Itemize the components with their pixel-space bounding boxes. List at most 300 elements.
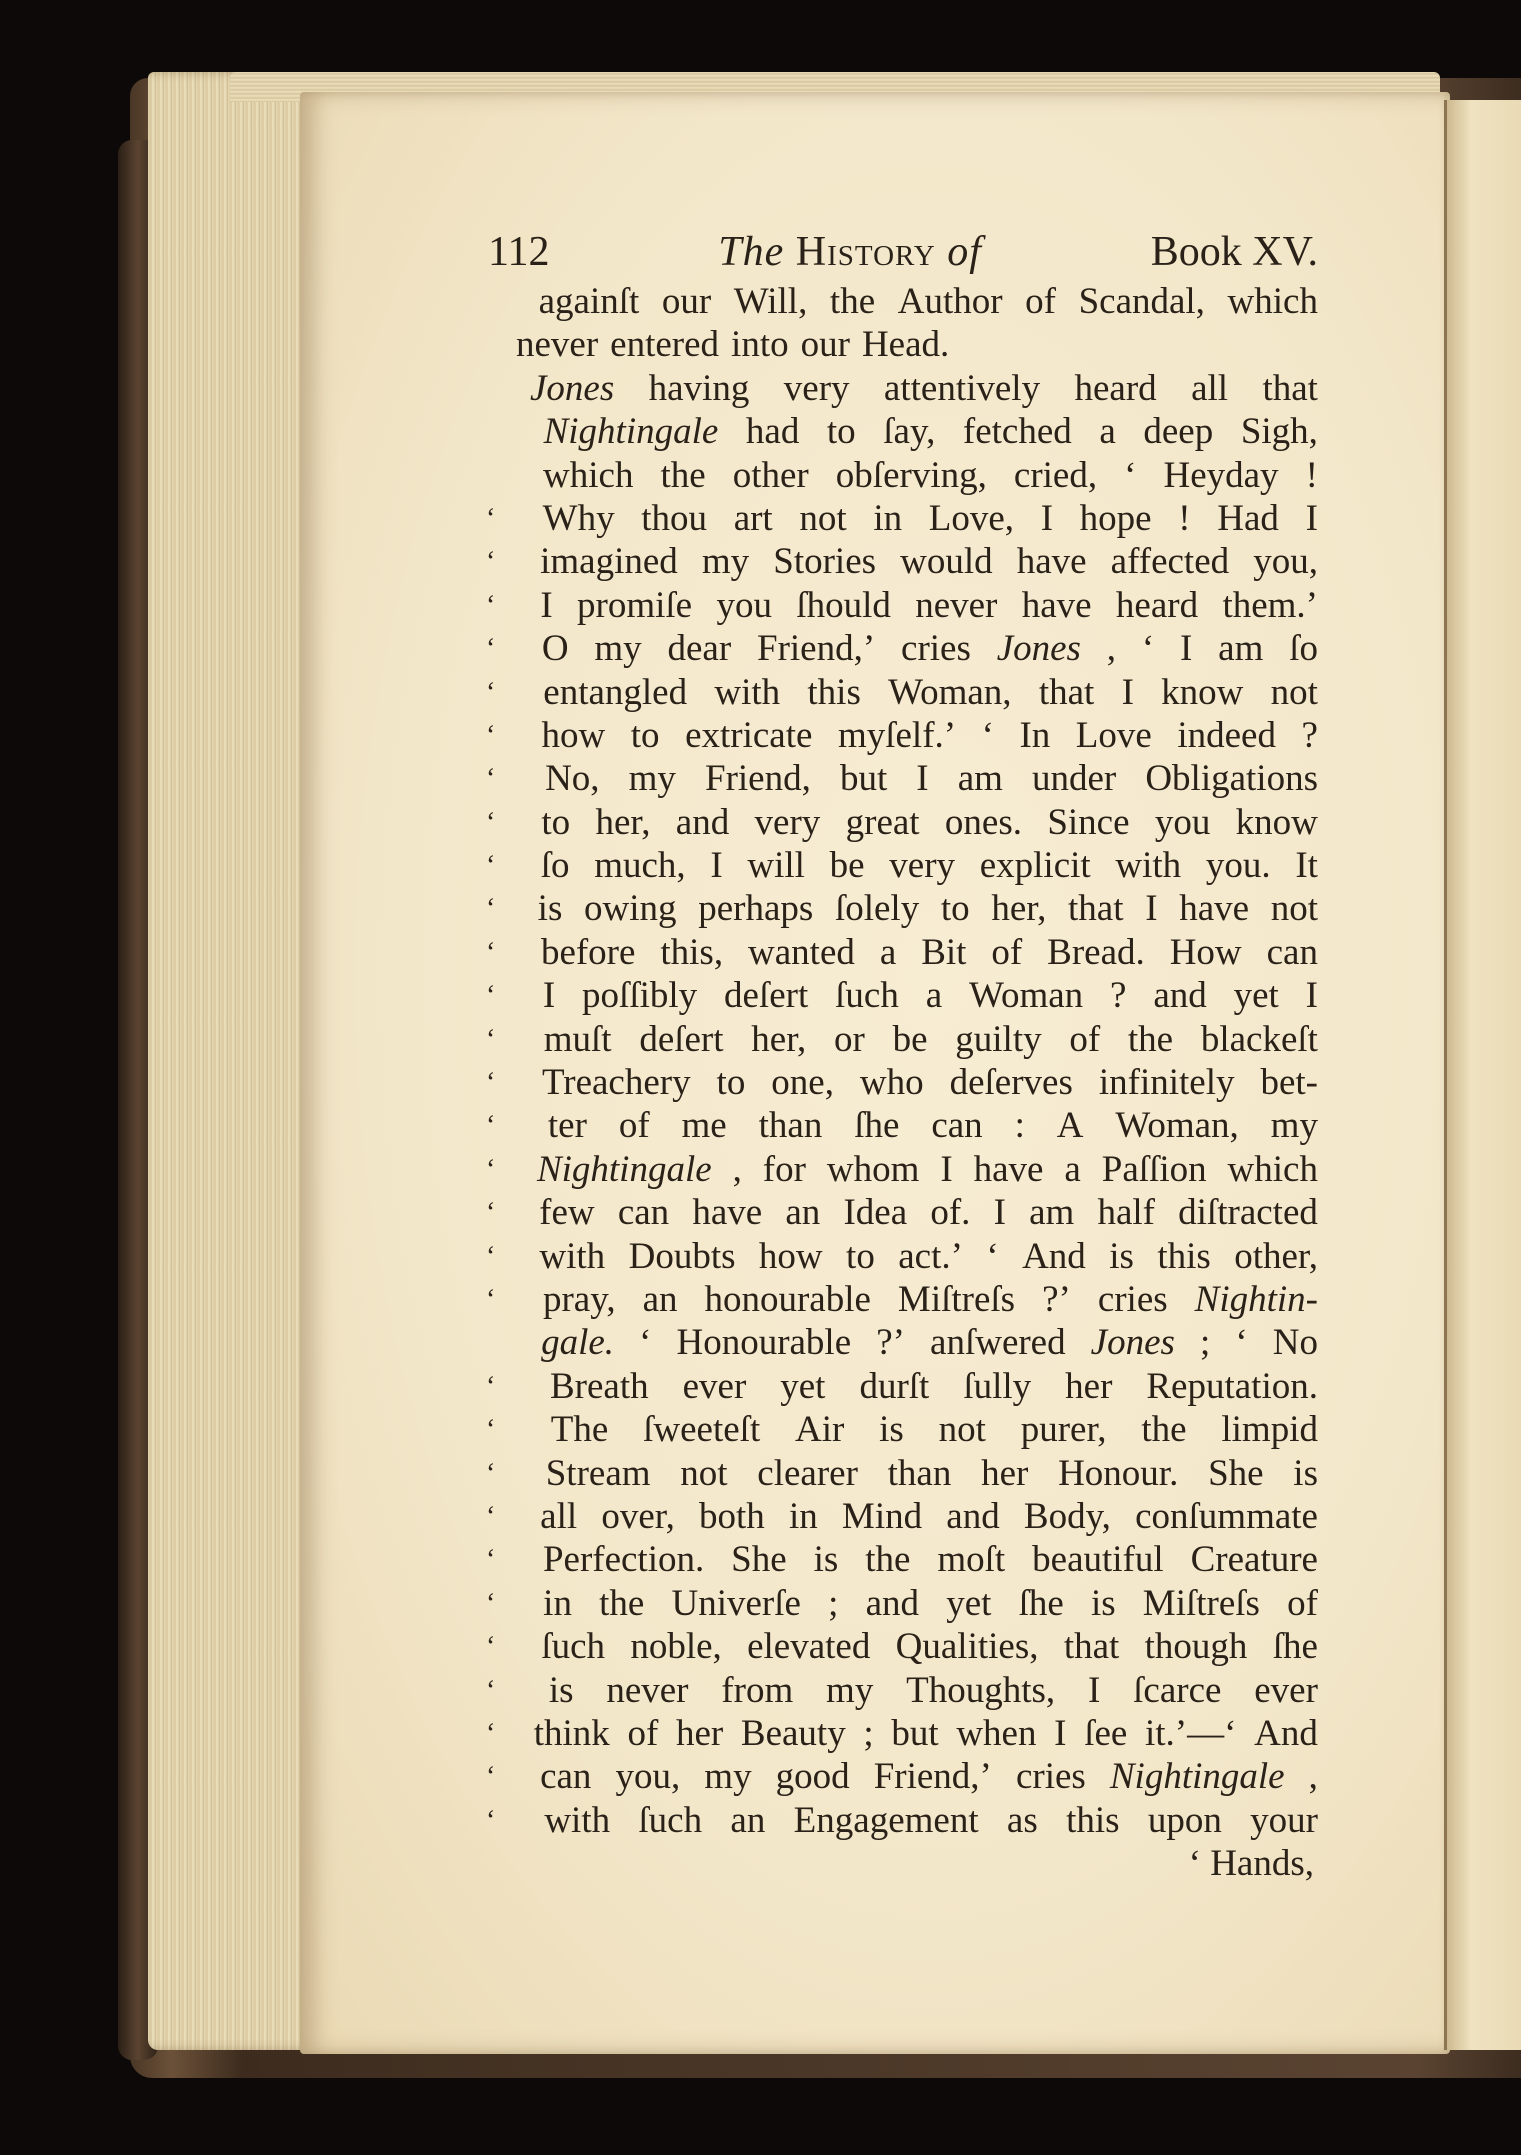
word: Author (897, 281, 1003, 322)
word: and (675, 801, 730, 843)
quote-mark (486, 280, 516, 323)
word: Jones (1090, 1322, 1175, 1364)
word: me (681, 1105, 727, 1147)
text-line (486, 280, 1318, 323)
word: her (1065, 1365, 1113, 1407)
word: her, (595, 801, 651, 843)
text-line (486, 1235, 1318, 1278)
word: deſert (639, 1018, 724, 1060)
text-line (486, 1321, 1318, 1364)
word: anſwered (930, 1322, 1066, 1364)
word: act.’ (898, 1235, 963, 1277)
quote-mark: ‘ (486, 1631, 496, 1663)
word: muſt (543, 1018, 612, 1060)
word: cries (1015, 1756, 1086, 1798)
word: I (993, 1192, 1006, 1234)
word: Beauty (740, 1712, 846, 1754)
word: to (541, 801, 571, 843)
word: than (758, 1105, 823, 1147)
word: The (550, 1409, 609, 1451)
word: pray, (542, 1278, 616, 1320)
quote-mark: ‘ (486, 589, 496, 621)
word: dear (667, 628, 732, 670)
word: Jones (530, 367, 615, 409)
word: her, (751, 1018, 807, 1060)
word: Bit (921, 931, 967, 973)
running-title (718, 228, 982, 276)
word: in (543, 1582, 572, 1624)
word: which (1227, 281, 1318, 322)
word: my (1270, 1105, 1318, 1147)
word: Obligations (1145, 758, 1318, 800)
word: that (1063, 1626, 1120, 1668)
word: entered (610, 324, 720, 366)
word: a (1099, 411, 1116, 453)
word: have (973, 1148, 1044, 1190)
word: ? (1110, 975, 1127, 1017)
word: of (1287, 1582, 1318, 1624)
word: ; (828, 1582, 839, 1624)
word: of. (930, 1192, 971, 1234)
word: can (540, 1756, 592, 1798)
word: the (865, 1539, 911, 1581)
word: ‘ (1124, 454, 1137, 496)
word: to (630, 714, 660, 756)
text-line (486, 931, 1318, 974)
word: Nightingale (1109, 1756, 1285, 1798)
word: Body, (1023, 1495, 1111, 1537)
word: having (648, 367, 750, 409)
word: ‘ (986, 1235, 999, 1277)
text-line (486, 714, 1318, 757)
word: ‘ (639, 1322, 652, 1364)
word: other, (1234, 1235, 1318, 1277)
word: Scandal, (1078, 281, 1205, 322)
word: that (1262, 367, 1318, 409)
text-line (486, 367, 1318, 410)
word: half (1097, 1192, 1155, 1234)
word: , (732, 1148, 742, 1190)
word: myſelf.’ (837, 714, 957, 756)
text-line (486, 1018, 1318, 1061)
quote-mark: ‘ (486, 1067, 496, 1099)
text-line (486, 584, 1318, 627)
word: that (1038, 671, 1095, 713)
word: How (1169, 931, 1242, 973)
word: them.’ (1222, 584, 1318, 626)
text-line (486, 540, 1318, 583)
word: know (1235, 801, 1318, 843)
word: in (788, 1495, 818, 1537)
word: ?’ (876, 1322, 905, 1364)
word: very (783, 367, 850, 409)
word: poſſibly (582, 975, 698, 1017)
quote-mark (486, 410, 516, 453)
quote-mark: ‘ (486, 1500, 496, 1532)
word: have (1021, 584, 1092, 626)
body-text (486, 280, 1318, 1842)
quote-mark (486, 454, 516, 497)
word: her (675, 1712, 724, 1754)
word: ſo (1289, 628, 1318, 670)
word: indeed (1177, 714, 1276, 756)
word: and (1153, 975, 1207, 1017)
text-line (486, 757, 1318, 800)
word: I (1040, 497, 1054, 539)
word: ones. (944, 801, 1022, 843)
page-text (486, 228, 1318, 1885)
word: have (692, 1192, 763, 1234)
word: No, (545, 758, 600, 800)
word: ever (682, 1365, 747, 1407)
word: much, (594, 845, 686, 887)
word: to (940, 888, 970, 930)
word: Nightin- (1194, 1278, 1318, 1320)
word: over, (601, 1495, 675, 1537)
word: Honour. (1058, 1452, 1179, 1494)
word: how (758, 1235, 823, 1277)
quote-mark: ‘ (486, 1761, 496, 1793)
word: into (731, 324, 789, 366)
word: with (1115, 845, 1182, 887)
word: cries (1097, 1278, 1168, 1320)
title-the: The (718, 229, 785, 275)
word: deſert (724, 975, 809, 1017)
quote-mark: ‘ (486, 936, 496, 968)
word: ſhould (796, 584, 891, 626)
word: It (1295, 845, 1318, 887)
word: never (516, 324, 599, 366)
word: great (845, 801, 920, 843)
title-of: of (947, 229, 982, 275)
word: a (1064, 1148, 1081, 1190)
text-line (486, 1452, 1318, 1495)
word: Will, (733, 281, 808, 322)
word: Friend,’ (757, 628, 876, 670)
word: hope (1079, 497, 1152, 539)
word: ‘ (1235, 1322, 1248, 1364)
word: Sigh, (1240, 411, 1318, 453)
word: promiſe (577, 584, 693, 626)
text-line (486, 1799, 1318, 1842)
text-line (486, 323, 1318, 366)
word: gale. (541, 1322, 615, 1364)
quote-mark: ‘ (486, 1370, 496, 1402)
word: ſhe (1018, 1582, 1064, 1624)
word: ever (1254, 1669, 1318, 1711)
word: Love (1075, 714, 1152, 756)
text-line (486, 1191, 1318, 1234)
quote-mark (486, 1321, 516, 1364)
word: I (540, 584, 553, 626)
word: Air (795, 1409, 845, 1451)
word: this, (660, 931, 724, 973)
word: thou (641, 497, 708, 539)
word: be (892, 1018, 928, 1060)
word: and (946, 1495, 1000, 1537)
text-line (486, 1538, 1318, 1581)
word: infinitely (1098, 1062, 1235, 1104)
word: not (799, 497, 847, 539)
word: yet (1233, 975, 1279, 1017)
word: noble, (630, 1626, 722, 1668)
text-line (486, 454, 1318, 497)
word: you, (615, 1756, 681, 1798)
word: upon (1147, 1799, 1222, 1841)
word: of (1069, 1018, 1101, 1060)
quote-mark: ‘ (486, 1414, 496, 1446)
word: ſully (963, 1365, 1032, 1407)
word: ? (1301, 714, 1318, 756)
word: to (846, 1235, 875, 1277)
word: attentively (883, 367, 1041, 409)
word: , (1106, 628, 1117, 670)
word: which (543, 454, 634, 496)
word: Reputation. (1146, 1365, 1318, 1407)
word: an (785, 1192, 821, 1234)
word: ! (1305, 454, 1318, 496)
word: ſolely (834, 888, 920, 930)
word: ſuch (638, 1799, 703, 1841)
word: ter (547, 1105, 587, 1147)
word: ſhe (854, 1105, 900, 1147)
word: Woman, (888, 671, 1012, 713)
text-line (486, 801, 1318, 844)
word: with (539, 1235, 606, 1277)
word: whom (826, 1148, 920, 1190)
word: Friend,’ (873, 1756, 992, 1798)
word: my (701, 541, 750, 583)
word: you (716, 584, 772, 626)
word: am (957, 758, 1003, 800)
word: not (680, 1452, 728, 1494)
quote-mark: ‘ (486, 1283, 496, 1315)
word: cries (901, 628, 971, 670)
text-line (486, 1365, 1318, 1408)
word: to (716, 1062, 746, 1104)
word: wanted (748, 931, 855, 973)
word: ! (1178, 497, 1191, 539)
text-line (486, 844, 1318, 887)
word: who (859, 1062, 924, 1104)
word: entangled (543, 671, 688, 713)
word: had (745, 411, 800, 453)
word: owing (584, 888, 677, 930)
word: her, (991, 888, 1047, 930)
word: clearer (757, 1452, 858, 1494)
word: in (873, 497, 903, 539)
word: Engagement (793, 1799, 979, 1841)
word: elevated (747, 1626, 871, 1668)
word: Doubts (628, 1235, 736, 1277)
word: honourable (704, 1278, 871, 1320)
word: purer, (1020, 1409, 1107, 1451)
word: heard (1115, 584, 1199, 626)
word: Miſtreſs (1142, 1582, 1260, 1624)
word: ſuch (835, 975, 899, 1017)
word: from (721, 1669, 794, 1711)
word: of (1025, 281, 1056, 322)
word: : (1014, 1105, 1025, 1147)
word: would (900, 541, 993, 583)
word: explicit (979, 845, 1091, 887)
word: Idea (843, 1192, 908, 1234)
word: is (879, 1409, 904, 1451)
word: of (618, 1105, 650, 1147)
quote-mark: ‘ (486, 502, 496, 534)
word: can (931, 1105, 983, 1147)
word: think (533, 1712, 610, 1754)
word: Perfection. (542, 1539, 705, 1581)
word: before (540, 931, 636, 973)
word: few (539, 1192, 595, 1234)
quote-mark: ‘ (486, 1587, 496, 1619)
word: I (1180, 628, 1193, 670)
word: ; (863, 1712, 874, 1754)
word: ſcarce (1133, 1669, 1222, 1711)
word: but (839, 758, 888, 800)
word: I (1305, 497, 1318, 539)
word: not (1270, 671, 1318, 713)
word: ſuch (541, 1626, 606, 1668)
quote-mark: ‘ (486, 1717, 496, 1749)
word: have (1016, 541, 1087, 583)
word: Head. (861, 324, 950, 366)
word: it.’—‘ (1145, 1712, 1237, 1754)
word: ‘ (981, 714, 994, 756)
word: A (1056, 1105, 1084, 1147)
word: I (1121, 671, 1134, 713)
text-line (486, 497, 1318, 540)
word: is (1090, 1582, 1116, 1624)
text-line (486, 1495, 1318, 1538)
word: an (642, 1278, 678, 1320)
word: ‘ (1141, 628, 1155, 670)
word: of (991, 931, 1023, 973)
word: Breath (549, 1365, 649, 1407)
word: I (1087, 1669, 1101, 1711)
word: our (661, 281, 712, 322)
text-line (486, 1278, 1318, 1321)
quote-mark: ‘ (486, 719, 496, 751)
quote-mark: ‘ (486, 1197, 496, 1229)
word: the (1127, 1018, 1174, 1060)
word: And (1022, 1235, 1086, 1277)
quote-mark: ‘ (486, 850, 496, 882)
word: both (699, 1495, 765, 1537)
word: not (938, 1409, 986, 1451)
word: my (628, 758, 676, 800)
quote-mark: ‘ (486, 633, 496, 665)
word: Nightingale (543, 411, 719, 453)
word: diſtracted (1178, 1192, 1318, 1234)
text-line (486, 1104, 1318, 1147)
word: Why (542, 497, 615, 539)
word: a (925, 975, 943, 1017)
word: Stream (545, 1452, 651, 1494)
word: to (826, 411, 856, 453)
word: ?’ (1042, 1278, 1071, 1320)
word: I (710, 845, 723, 887)
word: Friend, (705, 758, 811, 800)
word: that (1068, 888, 1124, 930)
word: can (1266, 931, 1318, 973)
word: I (916, 758, 929, 800)
word: guilty (955, 1018, 1042, 1060)
word: the (1141, 1409, 1187, 1451)
title-history: History (795, 229, 936, 275)
word: under (1031, 758, 1117, 800)
word: and (865, 1582, 920, 1624)
word: good (775, 1756, 850, 1798)
word: I (542, 975, 556, 1017)
word: or (834, 1018, 865, 1060)
word: Jones (996, 628, 1081, 670)
word: limpid (1221, 1409, 1318, 1451)
word: ; (1199, 1322, 1211, 1364)
word: Univerſe (671, 1582, 801, 1624)
word: I (1305, 975, 1318, 1017)
quote-mark: ‘ (486, 1674, 496, 1706)
word: ſweeteſt (643, 1409, 761, 1451)
word: affected (1110, 541, 1230, 583)
text-line (486, 1582, 1318, 1625)
text-line (486, 1755, 1318, 1798)
word: this (807, 671, 861, 713)
quote-mark: ‘ (486, 1457, 496, 1489)
word: this (1066, 1799, 1120, 1841)
word: am (1029, 1192, 1075, 1234)
catchword: ‘ Hands, (1188, 1843, 1314, 1885)
word: is (537, 888, 563, 930)
facing-page-edge (1444, 100, 1521, 2050)
word: my (704, 1756, 752, 1798)
word: Mind (841, 1495, 923, 1537)
word: Woman, (1115, 1105, 1239, 1147)
quote-mark: ‘ (486, 1110, 496, 1142)
word: is (548, 1669, 574, 1711)
word: She (731, 1539, 787, 1581)
word: never (915, 584, 998, 626)
word: Love, (928, 497, 1015, 539)
word: Woman (968, 975, 1084, 1017)
text-line (486, 887, 1318, 930)
word: as (1006, 1799, 1038, 1841)
quote-mark: ‘ (486, 893, 496, 925)
word: And (1254, 1712, 1318, 1754)
word: the (599, 1582, 645, 1624)
word: Creature (1190, 1539, 1318, 1581)
word: Miſtreſs (897, 1278, 1016, 1320)
word: perhaps (698, 888, 814, 930)
word: She (1208, 1452, 1264, 1494)
word: be (829, 845, 865, 887)
word: I (1054, 1712, 1067, 1754)
word: againſt (538, 281, 640, 322)
text-line (486, 1712, 1318, 1755)
word: moſt (937, 1539, 1006, 1581)
word: but (891, 1712, 939, 1754)
word: I (1145, 888, 1158, 930)
word: blackeſt (1200, 1018, 1318, 1060)
word: obſerving, (835, 454, 987, 496)
quote-mark: ‘ (486, 980, 496, 1012)
word: durſt (859, 1365, 930, 1407)
word: one, (771, 1062, 834, 1104)
word: you, (1253, 541, 1318, 583)
word: No (1272, 1322, 1318, 1364)
quote-mark: ‘ (486, 1240, 496, 1272)
